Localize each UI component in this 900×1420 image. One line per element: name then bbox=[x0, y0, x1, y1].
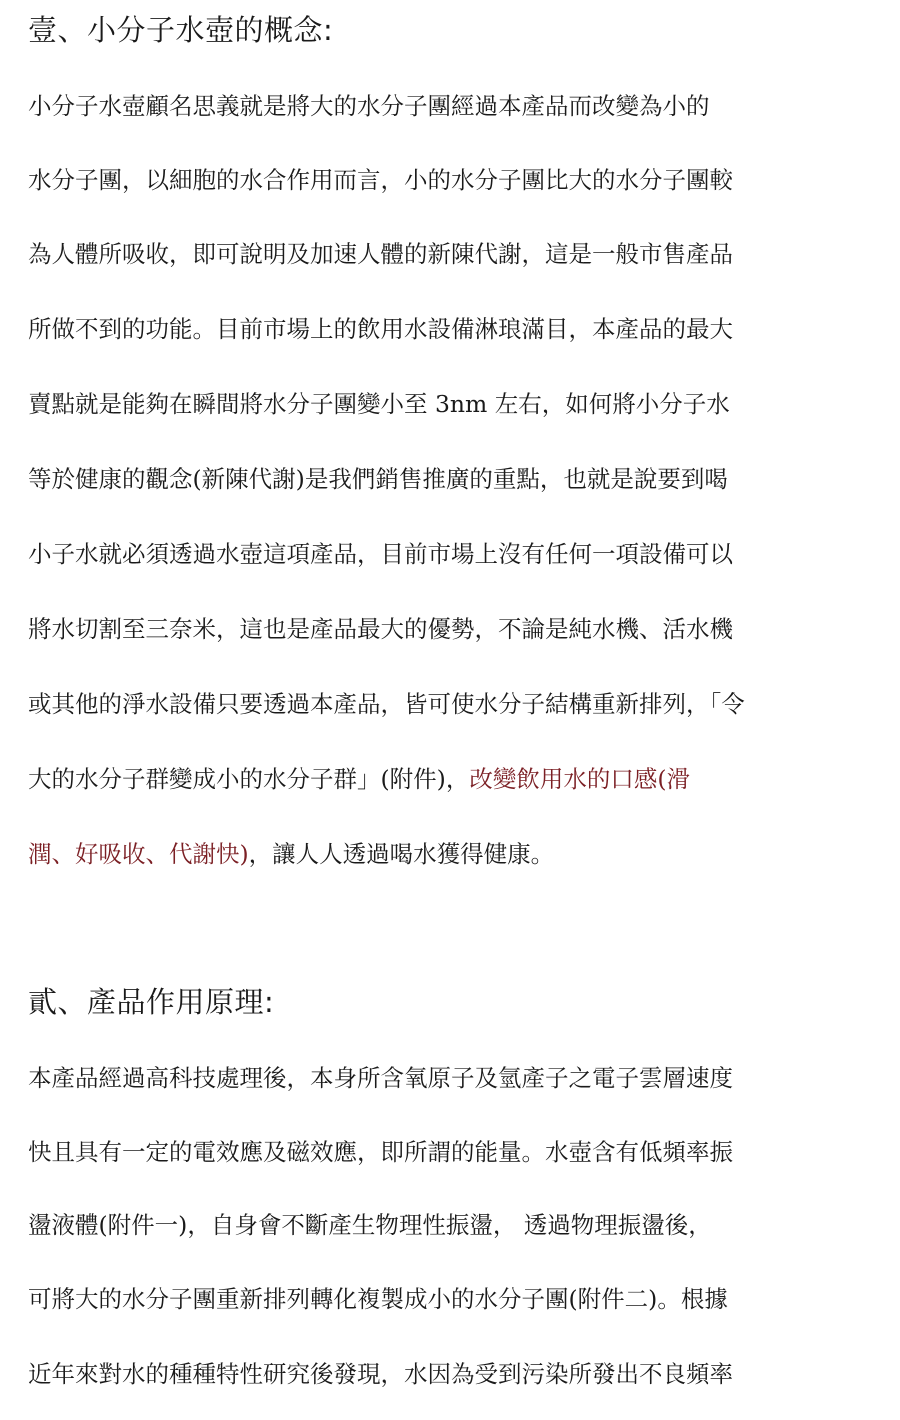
section-1-line-4: 所做不到的功能。目前市場上的飲用水設備淋琅滿目，本產品的最大 bbox=[28, 315, 733, 343]
highlighted-text: 潤、好吸收、代謝快) bbox=[28, 840, 249, 868]
section-2-line-1: 本產品經過高科技處理後，本身所含氧原子及氫產子之電子雲層速度 bbox=[28, 1064, 733, 1092]
section-1-line-8: 將水切割至三奈米，這也是產品最大的優勢，不論是純水機、活水機 bbox=[28, 615, 733, 643]
section-1-line-10 bbox=[28, 763, 690, 795]
section-1-line-6: 等於健康的觀念(新陳代謝)是我們銷售推廣的重點，也就是說要到喝 bbox=[28, 465, 728, 493]
section-1-line-1: 小分子水壺顧名思義就是將大的水分子團經過本產品而改變為小的 bbox=[28, 92, 710, 120]
section-2-line-3: 盪液體(附件一)，自身會不斷產生物理性振盪， 透過物理振盪後， bbox=[28, 1211, 712, 1239]
highlighted-text: 改變飲用水的口感(滑 bbox=[469, 765, 691, 793]
section-1-line-3: 為人體所吸收，即可說明及加速人體的新陳代謝，這是一般市售產品 bbox=[28, 240, 733, 268]
section-2-line-2: 快且具有一定的電效應及磁效應，即所謂的能量。水壺含有低頻率振 bbox=[28, 1138, 733, 1166]
section-1-line-5: 賣點就是能夠在瞬間將水分子團變小至 3nm 左右，如何將小分子水 bbox=[28, 390, 730, 418]
line-11-text: ，讓人人透過喝水獲得健康。 bbox=[248, 840, 555, 868]
section-2-line-5: 近年來對水的種種特性研究後發現，水因為受到污染所發出不良頻率 bbox=[28, 1360, 733, 1388]
section-2-line-4: 可將大的水分子團重新排列轉化複製成小的水分子團(附件二)。根據 bbox=[28, 1285, 728, 1313]
section-1-heading: 壹、小分子水壺的概念: bbox=[28, 13, 334, 47]
section-1-line-9: 或其他的淨水設備只要透過本產品，皆可使水分子結構重新排列，「令 bbox=[28, 690, 745, 718]
section-2-heading: 貳、產品作用原理: bbox=[28, 985, 275, 1019]
section-1-line-11 bbox=[28, 838, 554, 870]
line-10-text: 大的水分子群變成小的水分子群」(附件)， bbox=[28, 765, 470, 793]
section-1-line-7: 小子水就必須透過水壺這項產品，目前市場上沒有任何一項設備可以 bbox=[28, 540, 733, 568]
section-1-line-2: 水分子團，以細胞的水合作用而言，小的水分子團比大的水分子團較 bbox=[28, 166, 733, 194]
